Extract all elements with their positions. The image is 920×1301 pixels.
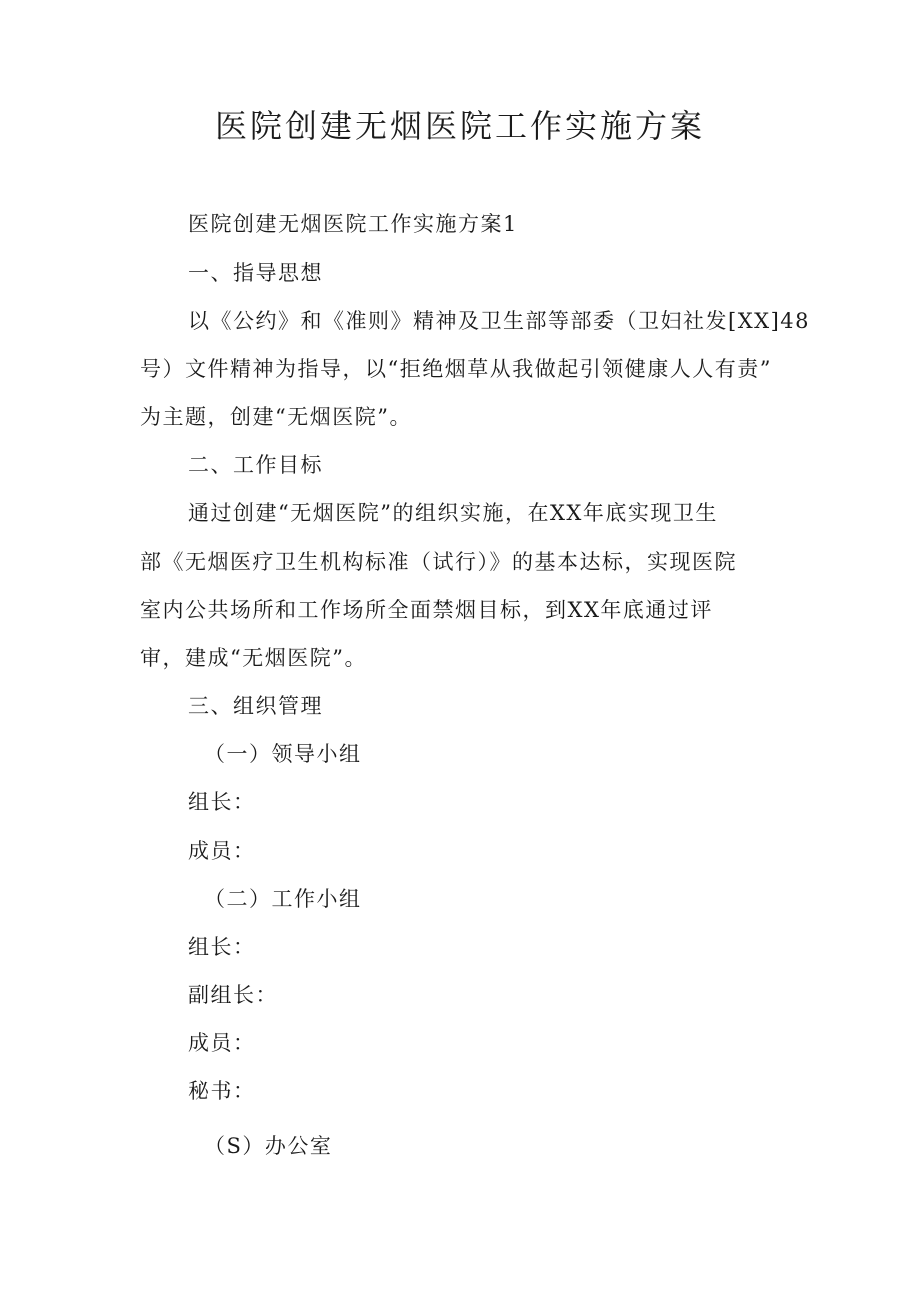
role-line: 秘书： [188,1079,256,1103]
subheading-leading-group: （一）领导小组 [204,742,362,766]
paragraph-line: 号）文件精神为指导，以“拒绝烟草从我做起引领健康人人有责” [140,357,772,381]
role-line: 成员： [188,1031,256,1055]
section-heading-1: 医院创建无烟医院工作实施方案1 [188,212,518,236]
paragraph-line: 部《无烟医疗卫生机构标准（试行）》的基本达标，实现医院 [140,550,737,574]
role-line: 成员： [188,839,256,863]
heading-work-goals: 二、工作目标 [188,453,323,477]
subheading-office: （S）办公室 [204,1134,333,1158]
paragraph-line: 以《公约》和《准则》精神及卫生部等部委（卫妇社发[XX]48 [188,309,811,333]
heading-organization: 三、组织管理 [188,694,323,718]
heading-guiding-ideology: 一、指导思想 [188,261,323,285]
role-line: 副组长： [188,983,278,1007]
document-title: 医院创建无烟医院工作实施方案 [214,107,705,145]
paragraph-line: 通过创建“无烟医院”的组织实施，在XX年底实现卫生 [188,501,718,525]
paragraph-line: 室内公共场所和工作场所全面禁烟目标，到XX年底通过评 [140,598,713,622]
role-line: 组长： [188,935,256,959]
role-line: 组长： [188,790,256,814]
paragraph-line: 为主题，创建“无烟医院”。 [140,405,412,429]
subheading-working-group: （二）工作小组 [204,887,362,911]
paragraph-line: 审，建成“无烟医院”。 [140,646,367,670]
